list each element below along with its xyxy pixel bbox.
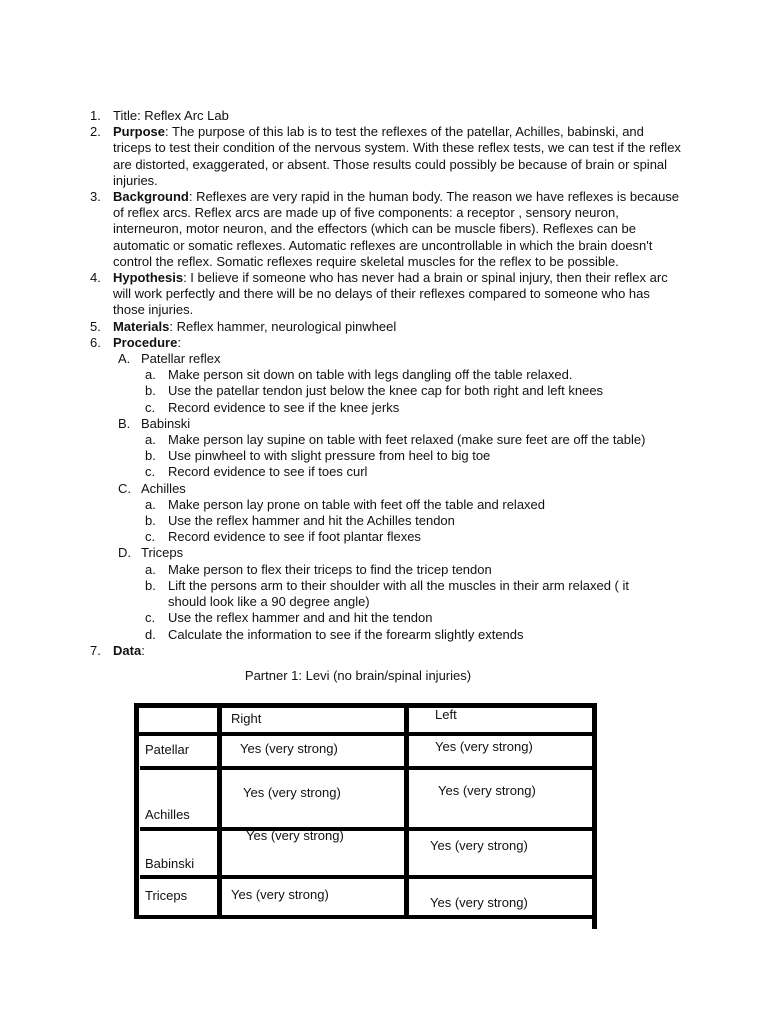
- step-letter: b.: [145, 448, 156, 464]
- procedure-section-patellar: [0, 351, 768, 367]
- title-text: Title: Reflex Arc Lab: [113, 108, 229, 123]
- column-header-right: Right: [231, 711, 262, 726]
- step-text: Record evidence to see if foot plantar flexes: [168, 529, 421, 545]
- procedure-step: [0, 513, 768, 529]
- procedure-label: Procedure: [113, 334, 178, 350]
- step-letter: a.: [145, 367, 156, 383]
- row-label-achilles: Achilles: [145, 807, 190, 822]
- section-title: Achilles: [141, 480, 186, 496]
- materials-text: : Reflex hammer, neurological pinwheel: [169, 318, 397, 334]
- procedure-step: [0, 497, 768, 513]
- table-rule: [592, 703, 597, 929]
- table-rule: [140, 827, 596, 831]
- table-rule: [134, 703, 596, 708]
- section-letter: A.: [118, 351, 131, 367]
- cell-patellar-right: Yes (very strong): [240, 741, 338, 756]
- procedure-section-babinski: [0, 416, 768, 432]
- step-letter: c.: [145, 610, 156, 626]
- background-text: : Reflexes are very rapid in the human body. The reason we have reflexes is because of reflex arcs. Reflex arcs are made up of five components: a receptor , sensory neuron, interneuron, motor neuron, and the effectors (which can be muscle fibers). Reflexes can be automatic or somatic reflexes. Automatic reflexes are uncontrollable in which the brain doesn't control the reflex. Somatic reflexes require skeletal muscles for the reflex to be possible.: [113, 189, 680, 269]
- data-label: Data: [113, 642, 142, 658]
- item-number: 7.: [90, 642, 101, 658]
- purpose-label: Purpose: [113, 124, 166, 140]
- procedure-step: [0, 529, 768, 545]
- step-letter: d.: [145, 626, 156, 642]
- step-text: Make person lay prone on table with feet off the table and relaxed: [168, 496, 546, 512]
- step-text: Make person sit down on table with legs dangling off the table relaxed.: [168, 367, 573, 383]
- cell-achilles-left: Yes (very strong): [438, 783, 536, 798]
- item-number: 6.: [90, 334, 101, 350]
- step-text: Record evidence to see if toes curl: [168, 464, 368, 480]
- step-text: Record evidence to see if the knee jerks: [168, 399, 400, 415]
- item-number: 2.: [90, 124, 101, 140]
- section-letter: C.: [118, 480, 131, 496]
- item-number: 3.: [90, 189, 101, 205]
- procedure-step: [0, 400, 768, 416]
- list-item-purpose: [0, 124, 768, 189]
- procedure-section-achilles: [0, 481, 768, 497]
- table-rule: [217, 703, 222, 919]
- step-letter: b.: [145, 513, 156, 529]
- step-letter: c.: [145, 464, 156, 480]
- list-item-background: [0, 189, 768, 270]
- cell-triceps-left: Yes (very strong): [430, 895, 528, 910]
- data-colon: :: [141, 642, 145, 658]
- section-title: Babinski: [141, 415, 191, 431]
- step-letter: b.: [145, 383, 156, 399]
- procedure-step: [0, 383, 768, 399]
- materials-label: Materials: [113, 318, 170, 334]
- reflex-data-table: [134, 703, 599, 929]
- procedure-section-triceps: [0, 545, 768, 561]
- list-item-title: [0, 108, 768, 124]
- step-letter: c.: [145, 399, 156, 415]
- step-text: Make person lay supine on table with feet relaxed (make sure feet are off the table): [168, 432, 646, 448]
- step-text: Use the reflex hammer and and hit the tendon: [168, 610, 433, 626]
- step-text: Use pinwheel to with slight pressure from heel to big toe: [168, 448, 491, 464]
- step-text: Make person to flex their triceps to find the tricep tendon: [168, 561, 492, 577]
- cell-achilles-right: Yes (very strong): [243, 785, 341, 800]
- list-item-materials: [0, 319, 768, 335]
- list-item-procedure: [0, 335, 768, 351]
- procedure-step: [0, 610, 768, 626]
- row-label-babinski: Babinski: [145, 856, 195, 871]
- procedure-step: [0, 464, 768, 480]
- table-rule: [134, 703, 139, 919]
- procedure-step: [0, 562, 768, 578]
- procedure-step: [0, 448, 768, 464]
- procedure-step: [0, 367, 768, 383]
- list-item-hypothesis: [0, 270, 768, 319]
- step-text: Lift the persons arm to their shoulder with all the muscles in their arm relaxed ( it should look like a 90 degree angle): [168, 577, 629, 610]
- table-rule: [134, 915, 596, 919]
- procedure-colon: :: [177, 334, 181, 350]
- step-text: Use the patellar tendon just below the knee cap for both right and left knees: [168, 383, 604, 399]
- background-label: Background: [113, 189, 189, 205]
- table-caption: Partner 1: Levi (no brain/spinal injuries): [244, 668, 472, 683]
- step-letter: c.: [145, 529, 156, 545]
- row-label-patellar: Patellar: [145, 742, 190, 757]
- table-rule: [134, 732, 596, 736]
- table-rule: [140, 766, 596, 770]
- section-title: Patellar reflex: [141, 351, 221, 367]
- step-text: Calculate the information to see if the forearm slightly extends: [168, 626, 524, 642]
- purpose-text: : The purpose of this lab is to test the reflexes of the patellar, Achilles, babinski, and triceps to test their condition of the nervous system. With these reflex tests, we can test if the reflex are distorted, exaggerated, or absent. Those results could possibly be because of brain or spinal injuries.: [113, 124, 681, 188]
- table-rule: [140, 875, 596, 879]
- item-number: 5.: [90, 318, 101, 334]
- step-letter: a.: [145, 432, 156, 448]
- hypothesis-label: Hypothesis: [113, 270, 184, 286]
- section-letter: B.: [118, 415, 131, 431]
- hypothesis-text: : I believe if someone who has never had a brain or spinal injury, then their reflex arc will work perfectly and there will be no delays of their reflexes compared to someone who has those injuries.: [113, 270, 668, 318]
- cell-babinski-right: Yes (very strong): [246, 828, 344, 843]
- table-rule: [404, 703, 409, 919]
- procedure-step: [0, 578, 768, 610]
- step-letter: a.: [145, 496, 156, 512]
- step-letter: a.: [145, 561, 156, 577]
- cell-patellar-left: Yes (very strong): [435, 739, 533, 754]
- document-body: [0, 108, 768, 659]
- row-label-triceps: Triceps: [145, 888, 188, 903]
- procedure-step: [0, 627, 768, 643]
- cell-triceps-right: Yes (very strong): [231, 887, 329, 902]
- section-title: Triceps: [141, 545, 184, 561]
- procedure-step: [0, 432, 768, 448]
- step-text: Use the reflex hammer and hit the Achilles tendon: [168, 513, 455, 529]
- item-number: 1.: [90, 108, 101, 123]
- item-number: 4.: [90, 270, 101, 286]
- cell-babinski-left: Yes (very strong): [430, 838, 528, 853]
- section-letter: D.: [118, 545, 131, 561]
- column-header-left: Left: [435, 707, 457, 722]
- list-item-data: [0, 643, 768, 659]
- step-letter: b.: [145, 577, 156, 593]
